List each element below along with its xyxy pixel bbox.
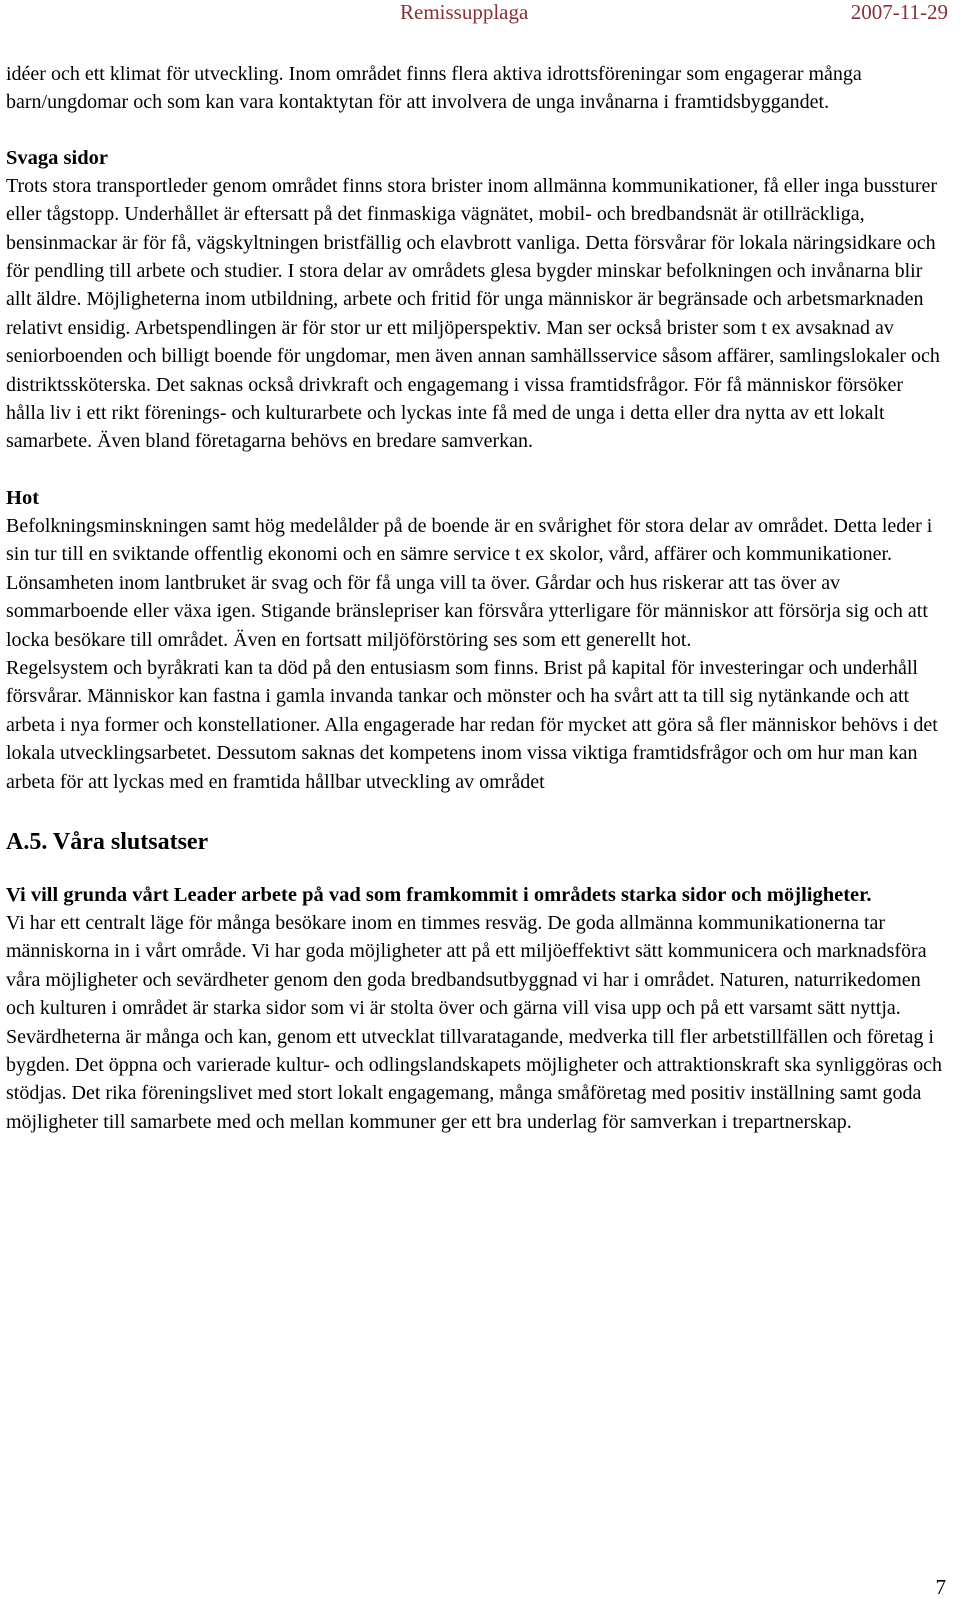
threats-section [6,484,946,796]
threats-heading: Hot [6,486,40,509]
threats-paragraph: Befolkningsminskningen samt hög medelålder på de boende är en svårighet för stora delar av området. Detta leder i sin tur till en sviktande offentlig ekonomi och en sämre service t ex skolor, vård, affärer och kommunikationer. [6,514,933,566]
page-header [0,0,960,28]
threats-paragraph: Lönsamheten inom lantbruket är svag och för få unga vill ta över. Gårdar och hus riskerar att tas över av sommarboende eller växa igen. Stigande bränslepriser kan försvåra ytterligare för människor att försörja sig och att locka besökare till området. Även en fortsatt miljöförstöring ses som ett generellt hot. [6,571,928,651]
conclusions-paragraph: Vi har ett centralt läge för många besökare inom en timmes resväg. De goda allmänna kommunikationerna tar människorna in i vårt område. Vi har goda möjligheter att på ett miljöeffektivt sätt kommunicera och marknadsföra våra möjligheter och sevärdheter genom den goda bredbandsutbyggnad vi har i området. Naturen, naturrikedomen och kulturen i området är starka sidor som vi är stolta över och gärna vill visa upp och på ett varsamt sätt nyttja. Sevärdheterna är många och kan, genom ett utvecklat tillvaratagande, medverka till fler arbetstillfällen och företag i bygden. Det öppna och varierade kultur- och odlingslandskapets möjligheter och attraktionskraft ska synliggöras och stödjas. Det rika föreningslivet med stort lokalt engagemang, många småföretag med positiv inställning samt goda möjligheter till samarbete med och mellan kommuner ger ett bra underlag för samverkan i trepartnerskap. [6,911,943,1133]
weaknesses-section [6,144,946,456]
document-status: Remissupplaga [400,0,529,24]
threats-paragraph: Regelsystem och byråkrati kan ta död på den entusiasm som finns. Brist på kapital för investeringar och underhåll försvårar. Människor kan fastna i gamla invanda tankar och mönster och ha svårt att ta till sig nytänkande och att arbeta i nya former och konstellationer. Alla engagerade har redan för mycket att göra så fler människor behövs i det lokala utvecklingsarbetet. Dessutom saknas det kompetens inom vissa viktiga framtidsfrågor och om hur man kan arbeta för att lyckas med en framtida hållbar utveckling av området [6,656,938,793]
document-date: 2007-11-29 [850,0,948,24]
page-number: 7 [935,1575,946,1599]
conclusions-lead: Vi vill grunda vårt Leader arbete på vad som framkommit i områdets starka sidor och möjligheter. [6,883,872,906]
conclusions-heading: A.5. Våra slutsatser [6,828,209,855]
intro-paragraph: idéer och ett klimat för utveckling. Inom området finns flera aktiva idrottsföreningar som engagerar många barn/ungdomar och som kan vara kontaktytan för att involvera de unga invånarna i framtidsbyggandet. [6,63,862,114]
weaknesses-heading: Svaga sidor [6,146,108,169]
weaknesses-paragraph: Trots stora transportleder genom området finns stora brister inom allmänna kommunikationer, få eller inga bussturer eller tågstopp. Underhållet är eftersatt på det finmaskiga vägnätet, mobil- och bredbandsnät är otillräckliga, bensinmackar är för få, vägskyltningen bristfällig och elavbrott vanliga. Detta försvårar för lokala näringsidkare och för pendling till arbete och studier. I stora delar av områdets glesa bygder minskar befolkningen och invånarna blir allt äldre. Möjligheterna inom utbildning, arbete och fritid för unga människor är begränsade och arbetsmarknaden relativt ensidig. Arbetspendlingen är för stor ur ett miljöperspektiv. Man ser också brister som t ex avsaknad av seniorboenden och billigt boende för ungdomar, men även annan samhällsservice såsom affärer, samlingslokaler och distriktssköterska. Det saknas också drivkraft och engagemang i vissa framtidsfrågor. För få människor försöker hålla liv i ett rikt förenings- och kulturarbete och lyckas inte få med de unga i detta eller dra nytta av ett lokalt samarbete. Även bland företagarna behövs en bredare samverkan. [6,174,940,453]
page-body [6,60,946,1136]
